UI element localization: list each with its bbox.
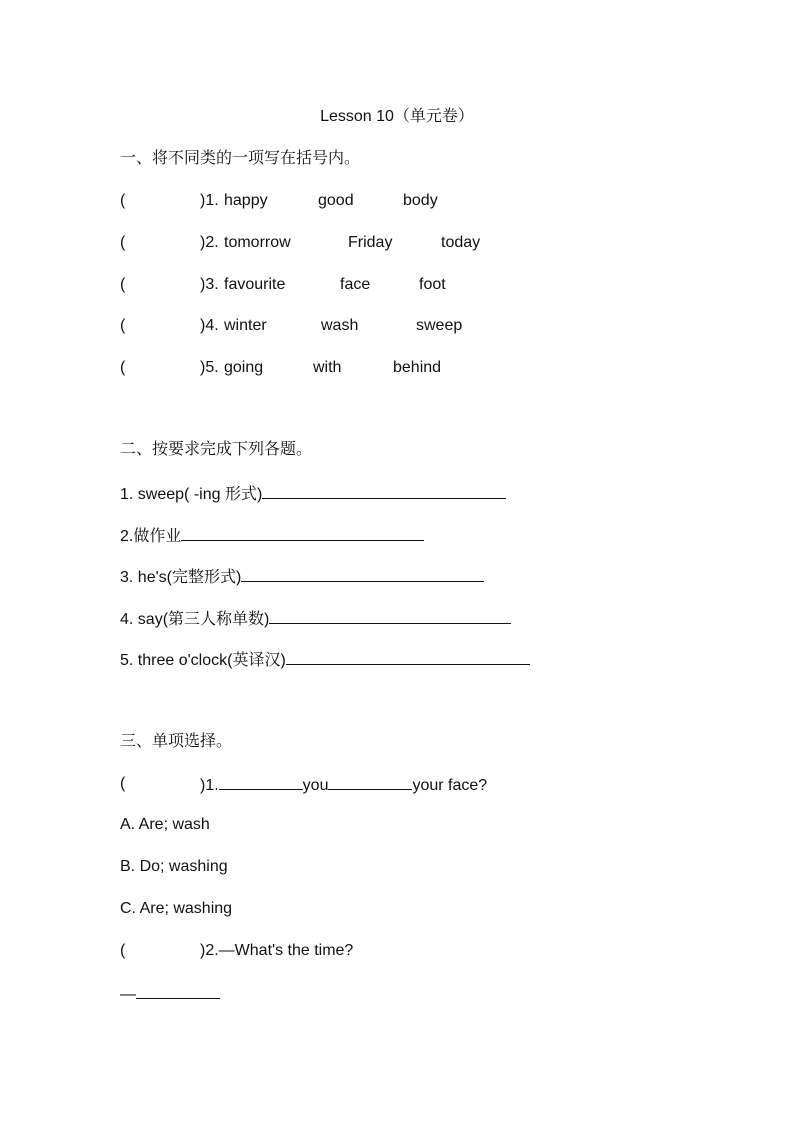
answer-paren[interactable]: ( xyxy=(120,775,126,792)
word-option-3: behind xyxy=(393,359,442,376)
answer-blank[interactable] xyxy=(219,773,303,790)
question-text-part: your face? xyxy=(412,777,488,794)
option-b: B. Do; washing xyxy=(120,858,228,875)
answer-dash: — xyxy=(120,986,136,1003)
word-option-2: face xyxy=(340,276,371,293)
word-option-1: happy xyxy=(224,192,268,209)
item-prompt: 1. sweep( -ing 形式) xyxy=(120,486,263,503)
question-text-part: you xyxy=(302,777,329,794)
word-option-2: good xyxy=(318,192,354,209)
item-prompt: 4. say(第三人称单数) xyxy=(120,611,270,628)
word-option-1: winter xyxy=(224,317,267,334)
word-option-1: favourite xyxy=(224,276,286,293)
page-title: Lesson 10（单元卷） xyxy=(320,108,474,125)
answer-blank[interactable] xyxy=(328,773,412,790)
answer-blank[interactable] xyxy=(241,565,484,582)
section1-item-1 xyxy=(120,190,680,212)
section1-heading: 一、将不同类的一项写在括号内。 xyxy=(120,150,361,167)
section1-item-4 xyxy=(120,315,680,337)
section3-heading: 三、单项选择。 xyxy=(120,733,233,750)
section3-question-2 xyxy=(120,940,680,962)
answer-paren[interactable]: ( xyxy=(120,317,126,334)
answer-blank[interactable] xyxy=(181,524,424,541)
answer-blank[interactable] xyxy=(262,482,506,499)
item-number: )1. xyxy=(200,192,219,209)
answer-blank[interactable] xyxy=(286,648,530,665)
item-prompt: 3. he's(完整形式) xyxy=(120,569,242,586)
section2-item-2 xyxy=(120,524,424,546)
word-option-3: today xyxy=(441,234,481,251)
word-option-1: tomorrow xyxy=(224,234,291,251)
item-number: )3. xyxy=(200,276,219,293)
question-number: )2. xyxy=(200,942,219,959)
answer-paren[interactable]: ( xyxy=(120,234,126,251)
option-c: C. Are; washing xyxy=(120,900,233,917)
word-option-3: sweep xyxy=(416,317,463,334)
answer-blank[interactable] xyxy=(136,982,220,999)
answer-paren[interactable]: ( xyxy=(120,942,126,959)
item-prompt: 2.做作业 xyxy=(120,528,182,545)
section1-item-5 xyxy=(120,357,680,379)
option-a: A. Are; wash xyxy=(120,816,210,833)
word-option-2: with xyxy=(313,359,342,376)
word-option-1: going xyxy=(224,359,264,376)
word-option-3: foot xyxy=(419,276,446,293)
section1-item-3 xyxy=(120,274,680,296)
answer-line xyxy=(120,982,220,1004)
item-number: )5. xyxy=(200,359,219,376)
word-option-3: body xyxy=(403,192,438,209)
answer-paren[interactable]: ( xyxy=(120,276,126,293)
section1-item-2 xyxy=(120,232,680,254)
section2-item-5 xyxy=(120,648,530,670)
item-number: )4. xyxy=(200,317,219,334)
word-option-2: Friday xyxy=(348,234,393,251)
section2-item-1 xyxy=(120,482,506,504)
answer-paren[interactable]: ( xyxy=(120,359,126,376)
question-number: )1. xyxy=(200,777,219,794)
word-option-2: wash xyxy=(321,317,359,334)
answer-paren[interactable]: ( xyxy=(120,192,126,209)
section2-item-4 xyxy=(120,607,511,629)
section2-heading: 二、按要求完成下列各题。 xyxy=(120,441,313,458)
question-text: —What's the time? xyxy=(218,942,354,959)
section2-item-3 xyxy=(120,565,484,587)
item-prompt: 5. three o'clock(英译汉) xyxy=(120,652,286,669)
item-number: )2. xyxy=(200,234,219,251)
section3-question-1 xyxy=(120,773,680,795)
answer-blank[interactable] xyxy=(269,607,511,624)
